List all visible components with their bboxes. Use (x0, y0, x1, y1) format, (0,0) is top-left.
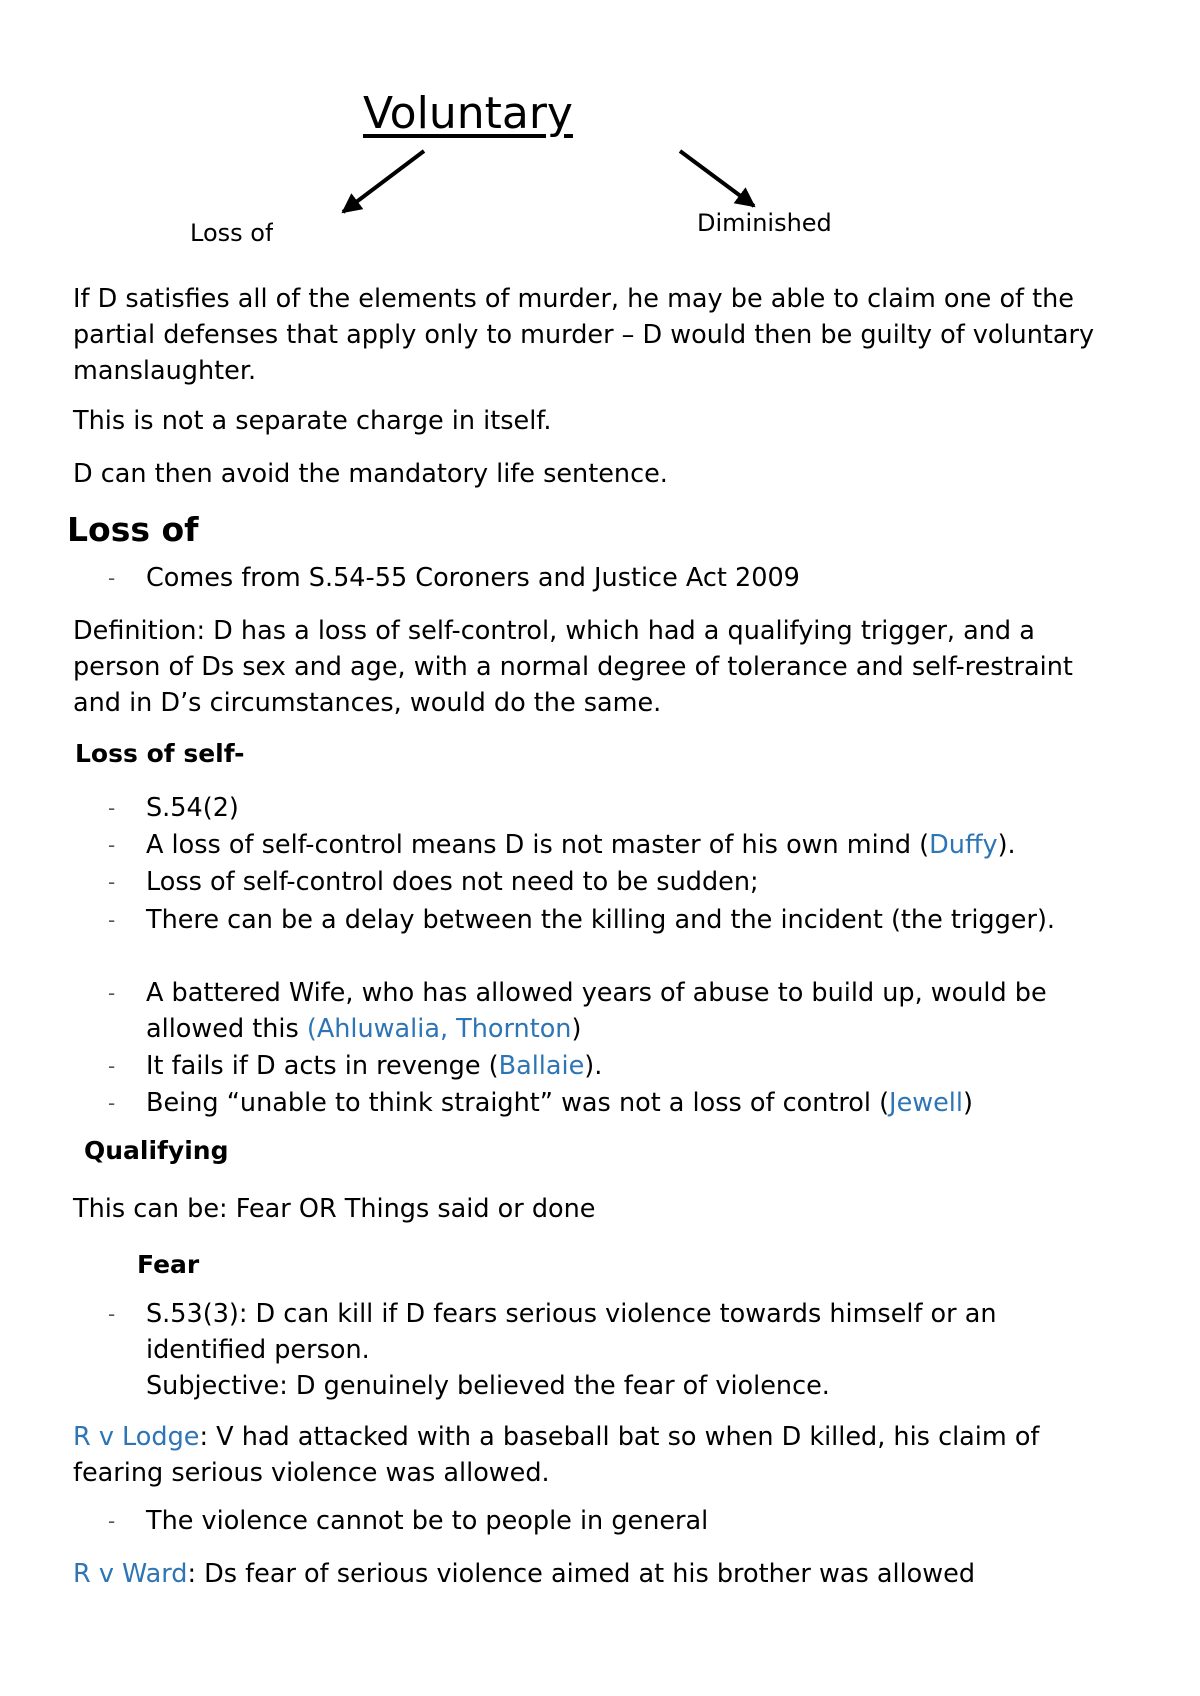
bullet-text-post: ) (962, 1088, 973, 1118)
case-link-ballaie[interactable]: Ballaie (498, 1051, 585, 1081)
intro-paragraph-3: D can then avoid the mandatory life sentence. (73, 459, 668, 489)
bullet-text (146, 1048, 1146, 1084)
fear-bullet-line-2: Subjective: D genuinely believed the fear of violence. (146, 1371, 830, 1401)
bullet-text: S.54(2) (146, 793, 239, 823)
bullet-dash: - (108, 870, 116, 894)
diagram-left-label: Loss of (190, 219, 274, 247)
case-link-ward[interactable]: R v Ward (73, 1559, 188, 1589)
diagram-right-label: Diminished (697, 209, 832, 237)
arrows-diagram (0, 0, 1200, 260)
case-link-ahluwalia-thornton[interactable]: (Ahluwalia, Thornton (306, 1014, 572, 1044)
fear-bullet-line-1: S.53(3): D can kill if D fears serious violence towards himself or an identified person. (146, 1299, 997, 1365)
bullet-dash: - (108, 1091, 116, 1115)
bullet-dash: - (108, 908, 116, 932)
intro-paragraph-1: If D satisfies all of the elements of murder, he may be able to claim one of the partial defenses that apply only to murder – D would then be guilty of voluntary manslaughter. (73, 284, 1095, 386)
bullet-text-pre: Being “unable to think straight” was not a loss of control ( (146, 1088, 890, 1118)
case-link-jewell[interactable]: Jewell (889, 1088, 963, 1118)
bullet-dash: - (108, 1302, 116, 1326)
bullet-text (146, 1085, 1146, 1121)
case-link-lodge[interactable]: R v Lodge (73, 1422, 200, 1452)
bullet-text-pre: It fails if D acts in revenge ( (146, 1051, 499, 1081)
definition-paragraph: Definition: D has a loss of self-control, which had a qualifying trigger, and a person of Ds sex and age, with a normal degree of tolerance and self-restraint and in D’s circumstances, would do the same. (73, 616, 1073, 718)
lodge-paragraph (73, 1419, 1133, 1491)
bullet-dash: - (108, 796, 116, 820)
left-arrow (343, 151, 424, 212)
bullet-dash: - (108, 1054, 116, 1078)
bullet-text-pre: A battered Wife, who has allowed years of abuse to build up, would be allowed this (146, 978, 1047, 1044)
fear-heading: Fear (137, 1250, 200, 1279)
ward-paragraph (73, 1556, 1153, 1592)
bullet-text-pre: A loss of self-control means D is not master of his own mind ( (146, 830, 930, 860)
case-link-duffy[interactable]: Duffy (929, 830, 998, 860)
diagram-title: Voluntary (363, 88, 573, 139)
self-control-heading (75, 739, 245, 789)
self-control-heading-text: Loss of self- (75, 739, 245, 768)
bullet-dash: - (108, 833, 116, 857)
bullet-dash: - (108, 981, 116, 1005)
bullet-text-post: ). (584, 1051, 603, 1081)
qualifying-heading (84, 1136, 229, 1184)
bullet-dash: - (108, 566, 116, 590)
source-bullet: Comes from S.54-55 Coroners and Justice Act 2009 (146, 563, 800, 593)
bullet-text: There can be a delay between the killing and the incident (the trigger). (146, 905, 1056, 935)
bullet-text (146, 975, 1146, 1047)
loss-of-control-heading: Loss of (67, 510, 199, 549)
qualifying-intro: This can be: Fear OR Things said or done (73, 1194, 596, 1224)
right-arrow (680, 151, 754, 206)
lodge-text: : V had attacked with a baseball bat so when D killed, his claim of fearing serious violence was allowed. (73, 1422, 1040, 1488)
bullet-text (146, 827, 1146, 863)
intro-paragraph-2: This is not a separate charge in itself. (73, 406, 552, 436)
bullet-dash: - (108, 1509, 116, 1533)
bullet-text: The violence cannot be to people in general (146, 1506, 709, 1536)
ward-text: : Ds fear of serious violence aimed at his brother was allowed (187, 1559, 976, 1589)
bullet-text-post: ) (571, 1014, 582, 1044)
bullet-text: Loss of self-control does not need to be sudden; (146, 867, 759, 897)
fear-bullet-text (146, 1296, 1126, 1404)
qualifying-heading-text: Qualifying (84, 1136, 229, 1165)
bullet-text-post: ). (997, 830, 1016, 860)
